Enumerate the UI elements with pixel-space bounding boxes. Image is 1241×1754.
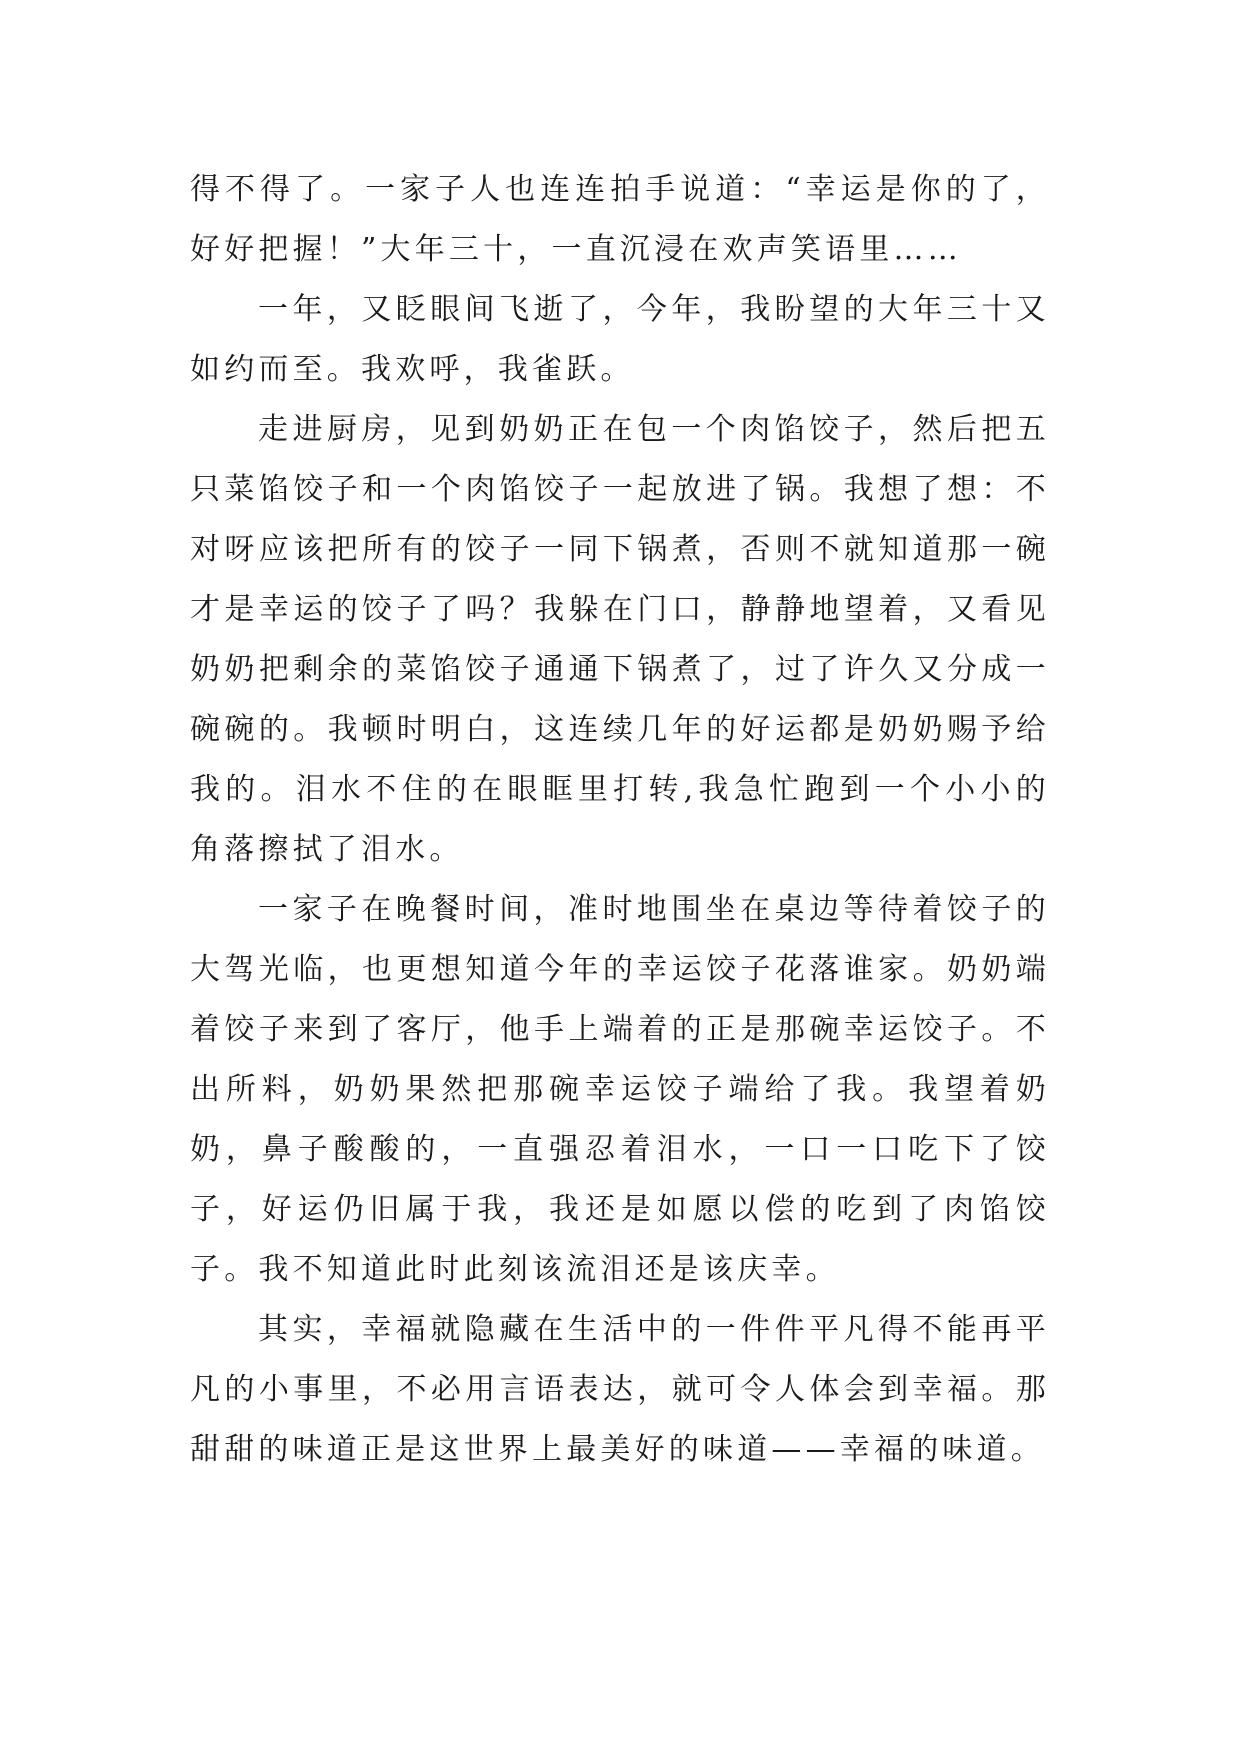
paragraph-1: 得不得了。一家子人也连连拍手说道：“幸运是你的了，好好把握！”大年三十，一直沉浸在欢声笑语里…… bbox=[190, 172, 1050, 267]
paragraph-3: 走进厨房，见到奶奶正在包一个肉馅饺子，然后把五只菜馅饺子和一个肉馅饺子一起放进了锅。我想了想：不对呀应该把所有的饺子一同下锅煮，否则不就知道那一碗才是幸运的饺子了吗？我躲在门口，静静地望着，又看见奶奶把剩余的菜馅饺子通通下锅煮了，过了许久又分成一碗碗的。我顿时明白，这连续几年的好运都是奶奶赐予给我的。泪水不住的在眼眶里打转,我急忙跑到一个小小的角落擦拭了泪水。 bbox=[190, 412, 1050, 867]
paragraph-5: 其实，幸福就隐藏在生活中的一件件平凡得不能再平凡的小事里，不必用言语表达，就可令人体会到幸福。那甜甜的味道正是这世界上最美好的味道——幸福的味道。 bbox=[190, 1312, 1050, 1467]
paragraph-2: 一年，又眨眼间飞逝了，今年，我盼望的大年三十又如约而至。我欢呼，我雀跃。 bbox=[190, 292, 1050, 387]
document-body bbox=[190, 160, 1050, 1480]
paragraph-4: 一家子在晚餐时间，准时地围坐在桌边等待着饺子的大驾光临，也更想知道今年的幸运饺子花落谁家。奶奶端着饺子来到了客厅，他手上端着的正是那碗幸运饺子。不出所料，奶奶果然把那碗幸运饺子端给了我。我望着奶奶，鼻子酸酸的，一直强忍着泪水，一口一口吃下了饺子，好运仍旧属于我，我还是如愿以偿的吃到了肉馅饺子。我不知道此时此刻该流泪还是该庆幸。 bbox=[190, 892, 1050, 1287]
